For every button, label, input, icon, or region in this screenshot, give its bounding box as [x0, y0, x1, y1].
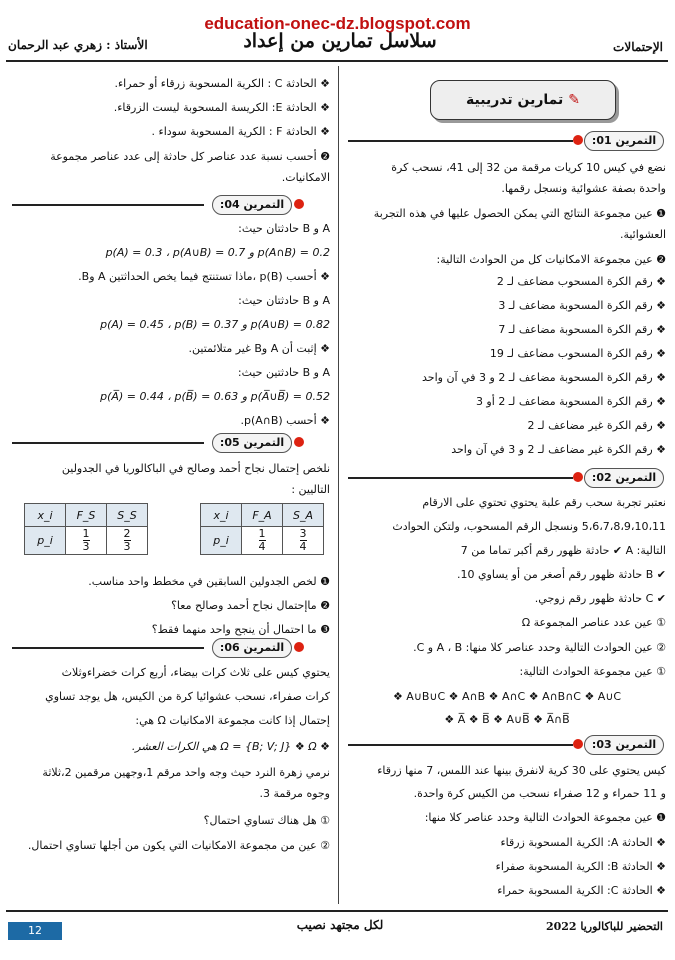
ex02-q2: ② عين الحوادث التالية وحدد عناصر كلا منها: A ، B و C.	[413, 641, 666, 654]
ex05-q3: ❸ ما احتمال أن ينجح واحد منهما فقط؟	[151, 623, 330, 636]
list-item: ❖ رقم الكرة المسحوبة مضاعف لـ 3	[498, 299, 666, 312]
ex06-rule	[12, 647, 204, 649]
ex03-intro-2: و 11 حمراء و 12 صفراء نسحب من الكيس كرة واحدة.	[413, 787, 666, 800]
ex02-sets-1: ❖ A∪B∪C ❖ A∩B ❖ A∩C ❖ A∩B∩C ❖ A∪C	[392, 690, 622, 703]
table-saleh	[24, 503, 148, 555]
table-row-label: p_i	[201, 527, 242, 555]
pencil-icon: ✎	[568, 92, 580, 108]
fraction	[300, 528, 307, 553]
training-banner	[430, 80, 616, 120]
ex01-intro-1: نضع في كيس 10 كريات مرقمة من 32 إلى 41، نسحب كرة	[391, 161, 666, 174]
header-rule	[6, 60, 668, 62]
list-item: ❖ الحادثة B: الكرية المسحوبة صفراء	[495, 860, 666, 873]
ex06-header	[12, 638, 330, 658]
ex01-q1-2: العشوائية.	[619, 228, 666, 241]
ex02-body	[348, 492, 666, 730]
ex03-q1: ❶ عين مجموعة الحوادث التالية وحدد عناصر كلا منها:	[424, 811, 666, 824]
list-item: ❖ رقم الكرة المسحوب مضاعف لـ 2	[496, 275, 666, 288]
list-item: ❖ رقم الكرة غير مضاعف لـ 2	[527, 419, 666, 432]
fraction	[83, 528, 90, 553]
fraction-numerator: 1	[82, 527, 90, 540]
table-row-label: p_i	[25, 527, 66, 555]
ex04-b-question: ❖ إثبت أن A وB غير متلائمتين.	[188, 342, 330, 355]
ex05-intro-1: نلخص إحتمال نجاح أحمد وصالح في الباكالوريا في الجدولين	[61, 462, 330, 475]
ex01-q2: ❷ عين مجموعة الامكانيات كل من الحوادث التالية:	[436, 253, 666, 266]
ex02-event-c: ✔ C حادثة ظهور رقم زوجي.	[534, 592, 666, 605]
fraction-denominator: 4	[299, 540, 307, 553]
ex01-intro-2: واحدة بصفة عشوائية ونسجل رقمها.	[501, 182, 666, 195]
table-header: x_i	[25, 504, 66, 527]
table-cell-fraction	[242, 527, 283, 555]
table-header: F_S	[66, 504, 107, 527]
list-item: ❖ رقم الكرة المسحوبة مضاعف لـ 2 أو 3	[475, 395, 666, 408]
ex04-body	[12, 218, 330, 431]
fraction	[124, 528, 131, 553]
ex02-label: التمرين 02:	[584, 468, 664, 488]
ex06-intro-3: إحتمال إذا كانت مجموعة الامكانيات Ω هي:	[135, 714, 330, 727]
list-item: ❖ رقم الكرة المسحوبة مضاعف لـ 2 و 3 في آن واحد	[422, 371, 666, 384]
list-item: ❖ الحادثة C : الكرية المسحوبة زرقاء أو حمراء.	[114, 77, 330, 90]
bullet-dot-icon	[573, 739, 583, 749]
fraction-numerator: 3	[299, 527, 307, 540]
ex05-label: التمرين 05:	[212, 433, 292, 453]
ex02-rule	[348, 477, 573, 479]
ex05-questions	[12, 570, 330, 642]
footer-prep: التحضير للباكالوريا 2022	[545, 920, 663, 933]
ex04-b-intro: A و B حادثتان حيث:	[238, 294, 330, 307]
ex04-c-question: ❖ أحسب p(A∩B).	[240, 414, 330, 427]
ex02-intro-2: 5،6،7،8،9،10،11 ونسجل الرقم المسحوب، ولتكن الحوادث	[392, 520, 666, 533]
ex06-dice-q1: ① هل هناك تساوي احتمال؟	[203, 814, 330, 827]
ex03-header	[348, 735, 666, 755]
list-item: ❖ رقم الكرة غير مضاعف لـ 2 و 3 في آن واحد	[451, 443, 666, 456]
ex02-intro-1: نعتبر تجربة سحب رقم علبة يحتوي تحتوي على الارقام	[422, 496, 666, 509]
ex05-intro-2: التاليين :	[291, 483, 330, 496]
teacher-name: الأستاذ : زهري عبد الرحمان	[8, 38, 148, 52]
ex03-continued	[12, 72, 330, 188]
ex02-intro-3: التالية: A ✔ حادثة ظهور رقم أكبر تماما من 7	[460, 544, 666, 557]
ex01-q1-1: ❶ عين مجموعة النتائج التي يمكن الحصول عليها في هذه التجربة	[373, 207, 666, 220]
ex04-rule	[12, 204, 204, 206]
ex01-header	[348, 131, 666, 151]
ex05-rule	[12, 442, 204, 444]
ex01-label: التمرين 01:	[584, 131, 664, 151]
ex04-label: التمرين 04:	[212, 195, 292, 215]
bullet-dot-icon	[573, 472, 583, 482]
ex02-header	[348, 468, 666, 488]
ex06-label: التمرين 06:	[212, 638, 292, 658]
list-item: ❖ الحادثة F : الكرية المسحوبة سوداء .	[151, 125, 330, 138]
bullet-dot-icon	[294, 642, 304, 652]
ex06-dice-1: نرمي زهرة النرد حيث وجه واحد مرقم 1،وجهين مرقمين 2،ثلاثة	[42, 766, 330, 779]
ex06-intro-2: كرات صفراء، نسحب عشوائيا كرة من الكيس، هل يوجد تساوي	[45, 690, 330, 703]
bullet-dot-icon	[294, 437, 304, 447]
blog-url[interactable]: education-onec-dz.blogspot.com	[204, 14, 471, 33]
fraction-numerator: 2	[123, 527, 131, 540]
ex02-q1: ① عين عدد عناصر المجموعة Ω	[521, 616, 666, 629]
ex05-intro	[12, 458, 330, 500]
ex06-dice-q2: ② عين من مجموعة الامكانيات التي يكون من أجلها تساوي احتمال.	[27, 839, 330, 852]
ex03-rule	[348, 744, 573, 746]
ex03-label: التمرين 03:	[584, 735, 664, 755]
page-title: سلاسل تمارين من إعداد	[243, 30, 437, 52]
ex04-a-question: ❖ أحسب p(B) ،ماذا تستنتج فيما يخص الحداثتين A وB.	[78, 270, 330, 283]
subject-label: الإحتمالات	[613, 40, 663, 54]
ex02-sets-2: ❖ A̅ ❖ B̅ ❖ A∪B̅ ❖ A̅∩B̅	[444, 713, 570, 726]
table-ahmed	[200, 503, 324, 555]
ex05-q1: ❶ لخص الجدولين السابقين في مخطط واحد مناسب.	[88, 575, 330, 588]
ex04-a-intro: A و B حادثتان حيث:	[238, 222, 330, 235]
table-cell-fraction	[107, 527, 148, 555]
ex06-body	[12, 662, 330, 856]
fraction-numerator: 1	[258, 527, 266, 540]
ex04-a-values: p(A) = 0.3 ، p(A∪B) = 0.7 و p(A∩B) = 0.2	[105, 246, 330, 259]
table-header: S_A	[283, 504, 324, 527]
list-item: ❖ الحادثة E: الكريسة المسحوبة ليست الزرقاء.	[113, 101, 330, 114]
training-banner-label: تمارين تدريبية	[466, 92, 564, 108]
ex04-c-values: p(A̅) = 0.44 ، p(B̅) = 0.63 و p(A̅∪B̅) = 0.52	[100, 390, 330, 403]
ex03-intro-1: كيس يحتوي على 30 كرية لانفرق بينها عند اللمس، 7 منها زرقاء	[377, 764, 666, 777]
list-item: ❖ الحادثة A: الكرية المسحوبة زرقاء	[500, 836, 666, 849]
ex05-header	[12, 433, 330, 453]
table-header: F_A	[242, 504, 283, 527]
ex02-event-b: ✔ B حادثة ظهور رقم أصغر من أو يساوي 10.	[456, 568, 666, 581]
bullet-dot-icon	[294, 199, 304, 209]
ex05-q2: ❷ ماإحتمال نجاح أحمد وصالح معا؟	[171, 599, 330, 612]
table-cell-fraction	[283, 527, 324, 555]
page-number: 12	[8, 922, 62, 940]
table-header: x_i	[201, 504, 242, 527]
list-item: ❖ رقم الكرة المسحوبة مضاعف لـ 7	[498, 323, 666, 336]
fraction-denominator: 3	[123, 540, 131, 553]
ex04-header	[12, 195, 330, 215]
fraction	[259, 528, 266, 553]
ex04-b-values: p(A) = 0.45 ، p(B) = 0.37 و p(A∪B) = 0.82	[100, 318, 330, 331]
ex01-rule	[348, 140, 573, 142]
ex06-options: ❖ Ω = {B; V; J} ❖ Ω هي الكرات العشر.	[131, 740, 330, 753]
ex06-intro-1: يحتوي كيس على ثلاث كرات بيضاء، أربع كرات خضراءوثلاث	[61, 666, 330, 679]
ex02-q3: ① عين مجموعة الحوادث التالية:	[519, 665, 666, 678]
ex06-dice-2: وجوه مرقمة 3.	[259, 787, 330, 800]
footer-slogan: لكل مجتهد نصيب	[296, 918, 384, 932]
table-cell-fraction	[66, 527, 107, 555]
fraction-denominator: 4	[258, 540, 266, 553]
ex04-c-intro: A و B حادثتين حيث:	[237, 366, 330, 379]
ex01-body	[348, 157, 666, 462]
table-header: S_S	[107, 504, 148, 527]
ex03-q2-1: ❷ أحسب نسبة عدد عناصر كل حادثة إلى عدد عناصر مجموعة	[50, 150, 330, 163]
fraction-denominator: 3	[82, 540, 90, 553]
column-divider	[338, 66, 339, 904]
ex03-body	[348, 760, 666, 903]
footer-rule	[6, 910, 668, 912]
ex03-q2-2: الامكانيات.	[281, 171, 330, 184]
list-item: ❖ الحادثة C: الكرية المسحوبة حمراء	[497, 884, 666, 897]
list-item: ❖ رقم الكرة المسحوب مضاعف لـ 19	[489, 347, 666, 360]
bullet-dot-icon	[573, 135, 583, 145]
